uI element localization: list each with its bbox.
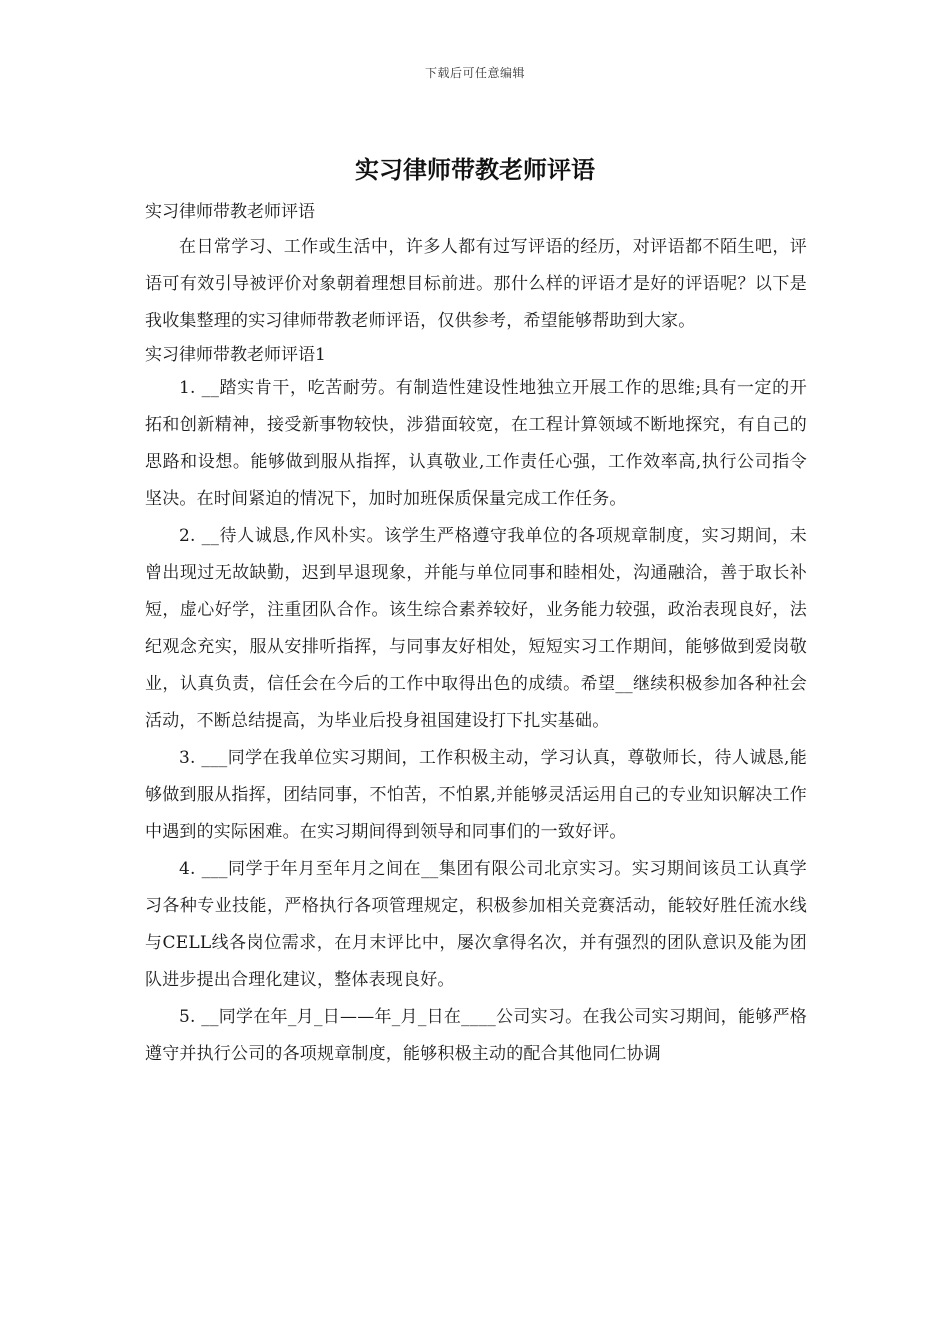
intro-paragraph: 在日常学习、工作或生活中，许多人都有过写评语的经历，对评语都不陌生吧，评语可有效引导被评价对象朝着理想目标前进。那什么样的评语才是好的评语呢？以下是我收集整理的实习律师带教老师评语，仅供参考，希望能够帮助到大家。 [145,237,807,331]
document-title: 实习律师带教老师评语 [355,156,595,184]
comment-item-1: 1. __踏实肯干，吃苦耐劳。有制造性建设性地独立开展工作的思维;具有一定的开拓和创新精神，接受新事物较快，涉猎面较宽，在工程计算领域不断地探究，有自己的思路和设想。能够做到服从指挥，认真敬业,工作责任心强，工作效率高,执行公司指令坚决。在时间紧迫的情况下，加时加班保质保量完成工作任务。 [145,378,807,509]
comment-item-4: 4. ___同学于年月至年月之间在__集团有限公司北京实习。实习期间该员工认真学习各种专业技能，严格执行各项管理规定，积极参加相关竞赛活动，能较好胜任流水线与CELL线各岗位需求，在月末评比中，屡次拿得名次，并有强烈的团队意识及能为团队进步提出合理化建议，整体表现良好。 [145,859,807,990]
comment-item-5: 5. __同学在年_月_日——年_月_日在____公司实习。在我公司实习期间，能够严格遵守并执行公司的各项规章制度，能够积极主动的配合其他同仁协调 [145,1007,807,1064]
section-heading: 实习律师带教老师评语1 [145,345,326,365]
header-note: 下载后可任意编辑 [424,66,525,80]
subtitle: 实习律师带教老师评语 [145,202,315,222]
comment-item-2: 2. __待人诚恳,作风朴实。该学生严格遵守我单位的各项规章制度，实习期间，未曾出现过无故缺勤，迟到早退现象，并能与单位同事和睦相处，沟通融洽，善于取长补短，虚心好学，注重团队合作。该生综合素养较好，业务能力较强，政治表现良好，法纪观念充实，服从安排听指挥，与同事友好相处，短短实习工作期间，能够做到爱岗敬业，认真负责，信任会在今后的工作中取得出色的成绩。希望__继续积极参加各种社会活动，不断总结提高，为毕业后投身祖国建设打下扎实基础。 [145,526,807,731]
document-body [145,197,807,1073]
comment-item-3: 3. ___同学在我单位实习期间，工作积极主动，学习认真，尊敬师长，待人诚恳,能够做到服从指挥，团结同事，不怕苦，不怕累,并能够灵活运用自己的专业知识解决工作中遇到的实际困难。在实习期间得到领导和同事们的一致好评。 [145,748,807,842]
